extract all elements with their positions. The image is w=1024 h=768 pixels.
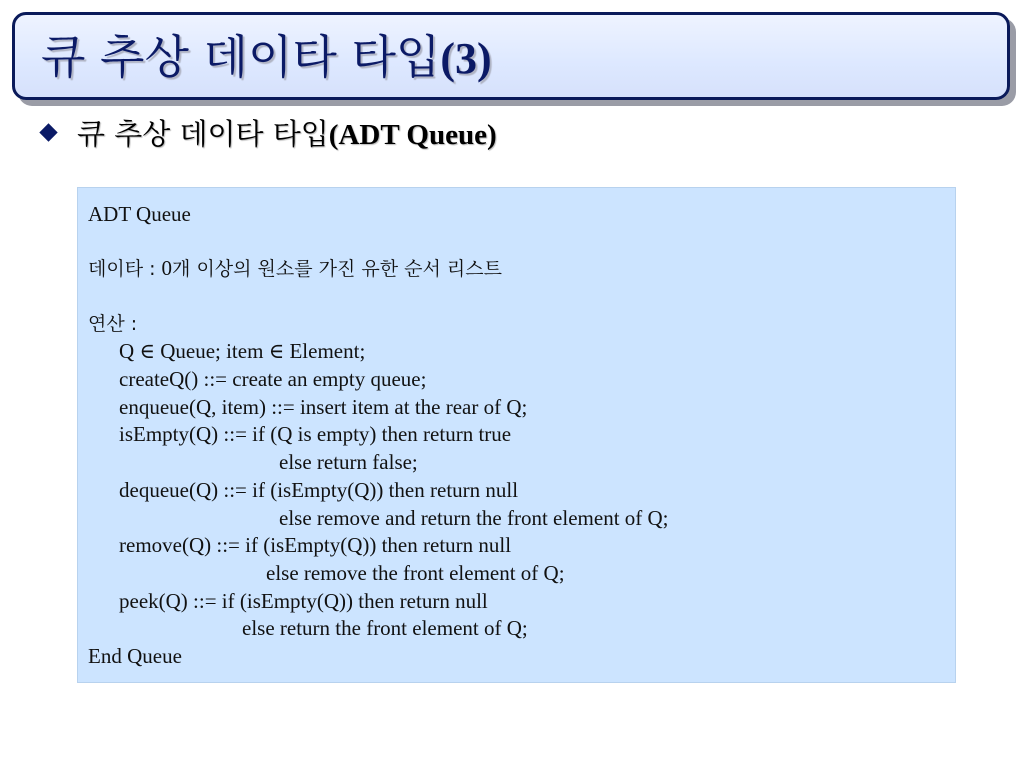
adt-definition-box — [77, 187, 956, 683]
adt-op-line: else remove and return the front element of Q; — [279, 506, 669, 530]
adt-ops-label — [88, 309, 137, 338]
adt-op-line: Q ∈ Queue; item ∈ Element; — [119, 339, 366, 363]
adt-header: ADT Queue — [88, 202, 191, 226]
bullet-item — [38, 112, 497, 152]
adt-data-label: 데이타 : — [88, 258, 162, 280]
adt-ops-label-text: 연산 : — [88, 313, 138, 335]
adt-op-line: remove(Q) ::= if (isEmpty(Q)) then return null — [119, 533, 512, 557]
adt-op-line: enqueue(Q, item) ::= insert item at the rear of Q; — [119, 395, 528, 419]
adt-op-line: dequeue(Q) ::= if (isEmpty(Q)) then return null — [119, 478, 519, 502]
diamond-bullet-icon — [39, 123, 57, 141]
adt-data-line — [88, 254, 502, 283]
adt-op-line: else return false; — [279, 450, 418, 474]
slide-title-main: 큐 추상 데이타 타입 — [41, 30, 441, 84]
bullet-label-ko: 큐 추상 데이타 타입 — [77, 116, 329, 151]
adt-op-line: isEmpty(Q) ::= if (Q is empty) then return true — [119, 422, 512, 446]
slide-title — [41, 29, 492, 87]
adt-op-line: else return the front element of Q; — [242, 616, 528, 640]
bullet-text — [77, 112, 497, 153]
slide-title-box — [12, 12, 1010, 100]
adt-op-line: peek(Q) ::= if (isEmpty(Q)) then return null — [119, 589, 488, 613]
slide-title-number: (3) — [440, 34, 492, 83]
adt-data-desc: 개 이상의 원소를 가진 유한 순서 리스트 — [172, 258, 502, 280]
adt-op-line: else remove the front element of Q; — [266, 561, 565, 585]
adt-footer: End Queue — [88, 644, 182, 668]
adt-op-line: createQ() ::= create an empty queue; — [119, 367, 427, 391]
adt-data-zero: 0 — [161, 256, 173, 280]
bullet-label-en: (ADT Queue) — [328, 118, 497, 151]
